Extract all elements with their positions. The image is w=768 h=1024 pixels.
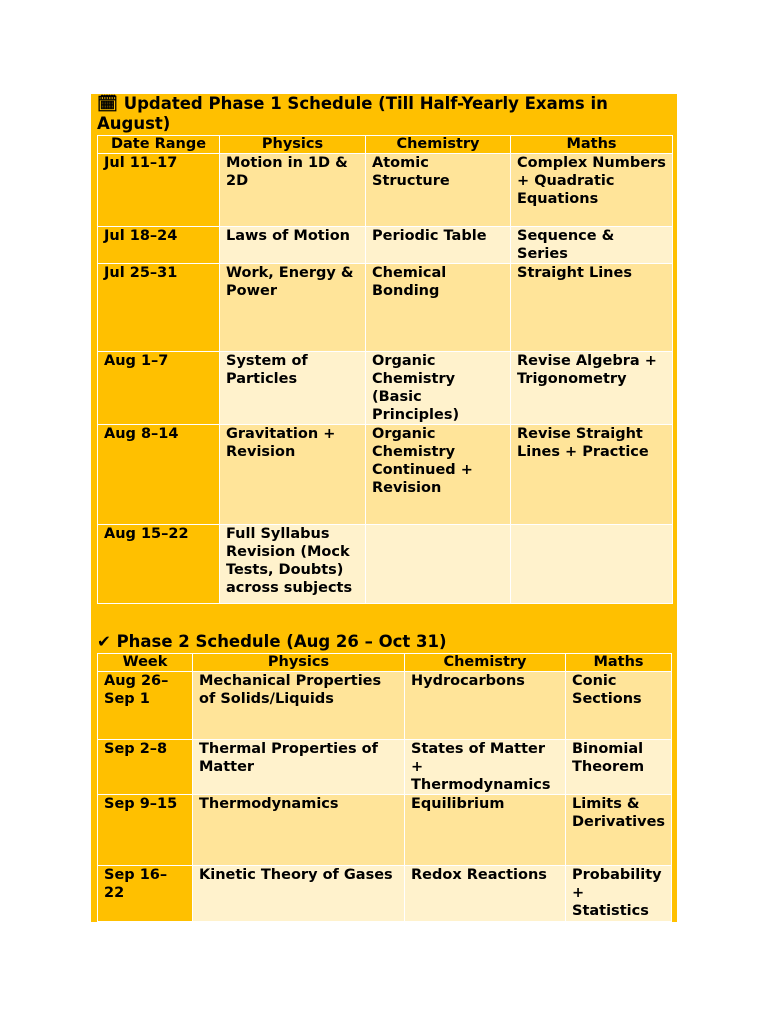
table-row bbox=[98, 264, 673, 352]
phase2-header-chemistry: Chemistry bbox=[405, 654, 566, 672]
phase2-header-week: Week bbox=[98, 654, 193, 672]
phase1-header-chemistry: Chemistry bbox=[366, 136, 511, 154]
physics-cell: Full Syllabus Revision (Mock Tests, Doubts) across subjects bbox=[220, 525, 366, 604]
date-cell: Aug 1–7 bbox=[98, 352, 220, 425]
phase2-header-maths: Maths bbox=[566, 654, 672, 672]
physics-cell: Thermal Properties of Matter bbox=[193, 740, 405, 795]
chemistry-cell: Organic Chemistry Continued + Revision bbox=[366, 425, 511, 525]
phase1-section bbox=[91, 94, 677, 632]
chemistry-cell: Atomic Structure bbox=[366, 154, 511, 227]
maths-cell bbox=[511, 525, 673, 604]
date-cell: Aug 15–22 bbox=[98, 525, 220, 604]
chemistry-cell: Equilibrium bbox=[405, 795, 566, 866]
maths-cell: Straight Lines bbox=[511, 264, 673, 352]
phase1-header-row bbox=[98, 136, 673, 154]
table-row bbox=[98, 425, 673, 525]
physics-cell: Motion in 1D & 2D bbox=[220, 154, 366, 227]
maths-cell: Revise Algebra + Trigonometry bbox=[511, 352, 673, 425]
physics-cell: Kinetic Theory of Gases bbox=[193, 866, 405, 922]
phase2-section bbox=[91, 632, 677, 922]
physics-cell: Work, Energy & Power bbox=[220, 264, 366, 352]
maths-cell: Complex Numbers + Quadratic Equations bbox=[511, 154, 673, 227]
date-cell: Jul 11–17 bbox=[98, 154, 220, 227]
chemistry-cell: Hydrocarbons bbox=[405, 672, 566, 740]
maths-cell: Conic Sections bbox=[566, 672, 672, 740]
chemistry-cell: Chemical Bonding bbox=[366, 264, 511, 352]
maths-cell: Limits & Derivatives bbox=[566, 795, 672, 866]
physics-cell: Laws of Motion bbox=[220, 227, 366, 264]
phase2-table bbox=[97, 653, 672, 922]
physics-cell: System of Particles bbox=[220, 352, 366, 425]
phase2-title: ✔ Phase 2 Schedule (Aug 26 – Oct 31) bbox=[97, 632, 447, 651]
table-row bbox=[98, 154, 673, 227]
maths-cell: Probability + Statistics bbox=[566, 866, 672, 922]
maths-cell: Revise Straight Lines + Practice bbox=[511, 425, 673, 525]
chemistry-cell: Organic Chemistry (Basic Principles) bbox=[366, 352, 511, 425]
date-cell: Sep 16–22 bbox=[98, 866, 193, 922]
table-row bbox=[98, 866, 672, 922]
phase1-table bbox=[97, 135, 673, 604]
date-cell: Jul 18–24 bbox=[98, 227, 220, 264]
date-cell: Sep 2–8 bbox=[98, 740, 193, 795]
maths-cell: Sequence & Series bbox=[511, 227, 673, 264]
phase1-header-maths: Maths bbox=[511, 136, 673, 154]
date-cell: Sep 9–15 bbox=[98, 795, 193, 866]
chemistry-cell: States of Matter + Thermodynamics bbox=[405, 740, 566, 795]
date-cell: Aug 26–Sep 1 bbox=[98, 672, 193, 740]
phase2-header-physics: Physics bbox=[193, 654, 405, 672]
date-cell: Jul 25–31 bbox=[98, 264, 220, 352]
physics-cell: Thermodynamics bbox=[193, 795, 405, 866]
physics-cell: Gravitation + Revision bbox=[220, 425, 366, 525]
physics-cell: Mechanical Properties of Solids/Liquids bbox=[193, 672, 405, 740]
phase2-header-row bbox=[98, 654, 672, 672]
table-row bbox=[98, 672, 672, 740]
table-row bbox=[98, 227, 673, 264]
table-row bbox=[98, 795, 672, 866]
chemistry-cell: Redox Reactions bbox=[405, 866, 566, 922]
phase1-header-date: Date Range bbox=[98, 136, 220, 154]
chemistry-cell bbox=[366, 525, 511, 604]
maths-cell: Binomial Theorem bbox=[566, 740, 672, 795]
phase1-header-physics: Physics bbox=[220, 136, 366, 154]
table-row bbox=[98, 525, 673, 604]
chemistry-cell: Periodic Table bbox=[366, 227, 511, 264]
table-row bbox=[98, 740, 672, 795]
phase1-title: 🗓 Updated Phase 1 Schedule (Till Half-Yearly Exams in August) bbox=[97, 94, 608, 133]
table-row bbox=[98, 352, 673, 425]
date-cell: Aug 8–14 bbox=[98, 425, 220, 525]
